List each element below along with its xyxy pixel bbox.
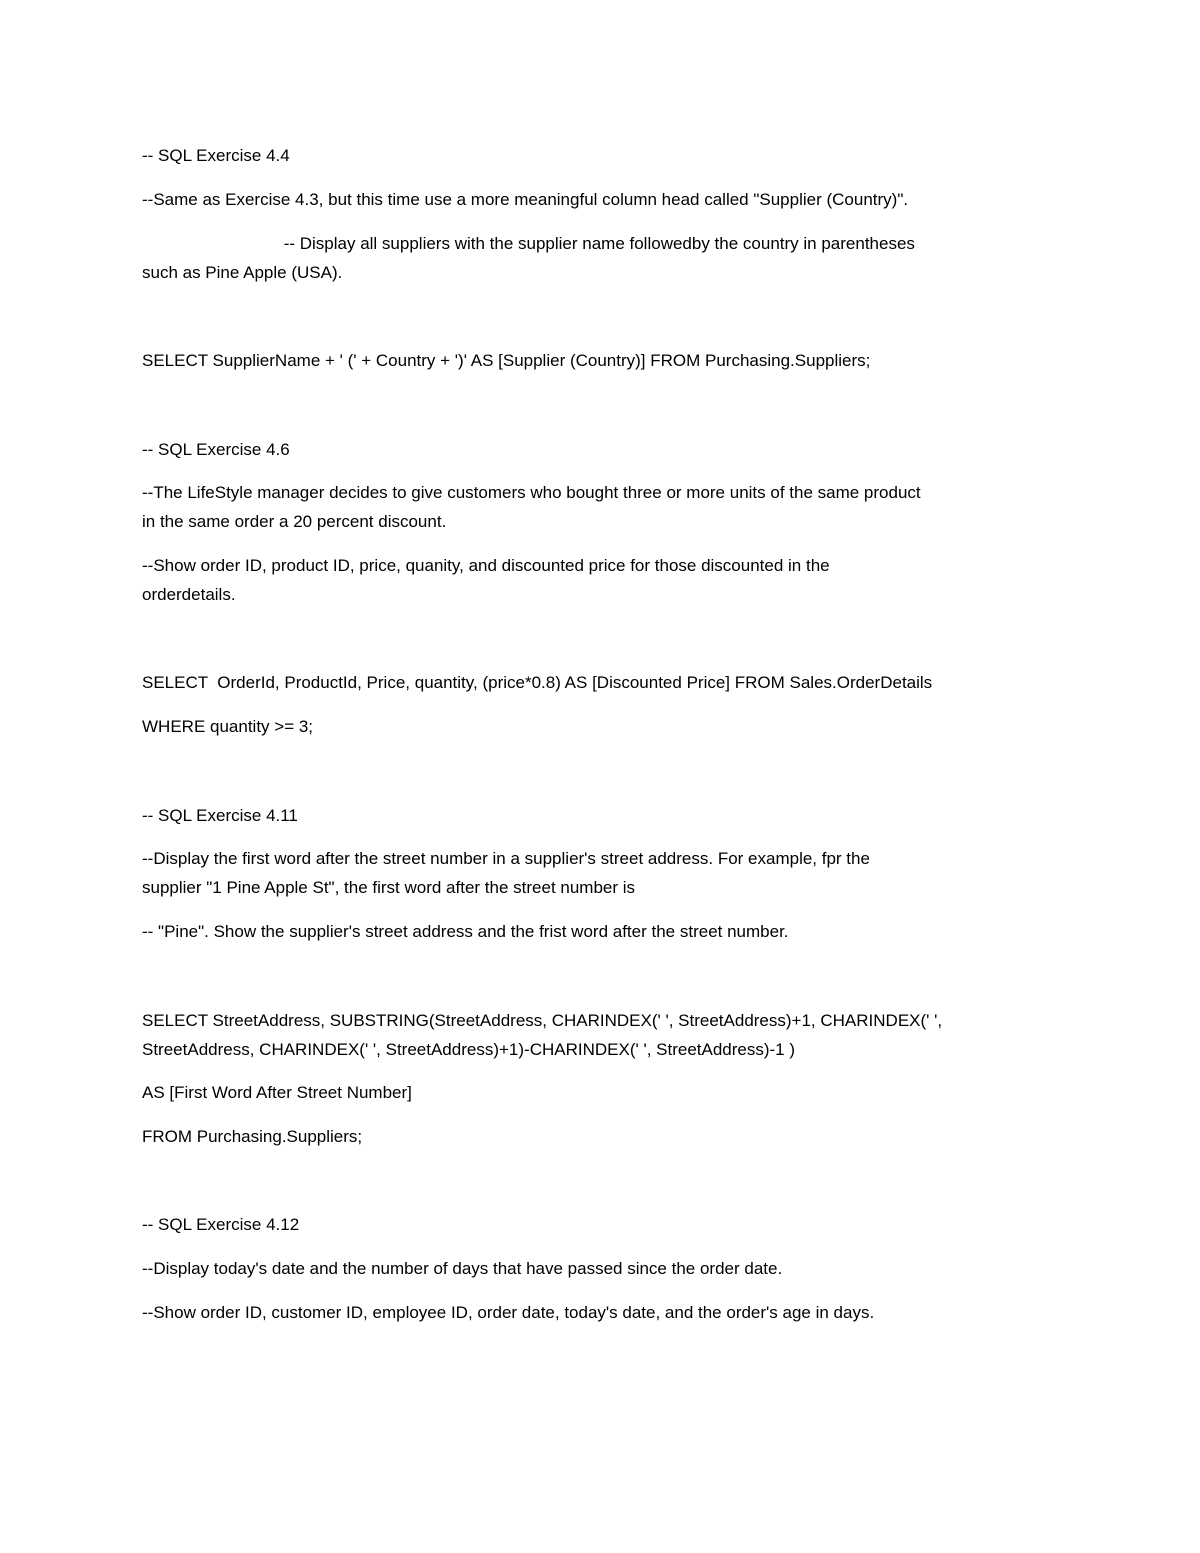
exercise-4-6-sql-where: WHERE quantity >= 3; [142, 717, 314, 736]
exercise-4-6-description-2-cont: orderdetails. [142, 585, 236, 604]
exercise-4-11-description-cont: supplier "1 Pine Apple St", the first word after the street number is [142, 878, 636, 897]
exercise-4-4-description: --Same as Exercise 4.3, but this time use a more meaningful column head called "Supplier (Country)". [142, 190, 909, 209]
exercise-4-4-description-2: -- Display all suppliers with the supplier name followedby the country in parentheses [142, 234, 915, 253]
exercise-4-11-sql-from: FROM Purchasing.Suppliers; [142, 1127, 363, 1146]
exercise-4-11-description: --Display the first word after the street number in a supplier's street address. For example, fpr the [142, 849, 870, 868]
exercise-4-11-sql-alias: AS [First Word After Street Number] [142, 1083, 412, 1102]
exercise-4-4-sql: SELECT SupplierName + ' (' + Country + ')' AS [Supplier (Country)] FROM Purchasing.Suppliers; [142, 351, 871, 370]
exercise-4-6-sql: SELECT OrderId, ProductId, Price, quantity, (price*0.8) AS [Discounted Price] FROM Sales.OrderDetails [142, 673, 933, 692]
exercise-4-6-description-cont: in the same order a 20 percent discount. [142, 512, 447, 531]
exercise-4-11-sql: SELECT StreetAddress, SUBSTRING(StreetAddress, CHARINDEX(' ', StreetAddress)+1, CHARINDEX(' ', [142, 1011, 943, 1030]
exercise-4-12-description: --Display today's date and the number of days that have passed since the order date. [142, 1259, 783, 1278]
exercise-4-4-description-2-cont: such as Pine Apple (USA). [142, 263, 343, 282]
exercise-4-12-heading: -- SQL Exercise 4.12 [142, 1215, 300, 1234]
exercise-4-11-sql-cont: StreetAddress, CHARINDEX(' ', StreetAddress)+1)-CHARINDEX(' ', StreetAddress)-1 ) [142, 1040, 796, 1059]
exercise-4-11-heading: -- SQL Exercise 4.11 [142, 806, 298, 825]
exercise-4-6-description: --The LifeStyle manager decides to give customers who bought three or more units of the same product [142, 483, 921, 502]
exercise-4-11-description-2: -- "Pine". Show the supplier's street address and the frist word after the street number. [142, 922, 789, 941]
exercise-4-6-description-2: --Show order ID, product ID, price, quanity, and discounted price for those discounted in the [142, 556, 830, 575]
exercise-4-4-heading: -- SQL Exercise 4.4 [142, 146, 290, 165]
exercise-4-12-description-2: --Show order ID, customer ID, employee ID, order date, today's date, and the order's age in days. [142, 1303, 875, 1322]
exercise-4-6-heading: -- SQL Exercise 4.6 [142, 440, 290, 459]
